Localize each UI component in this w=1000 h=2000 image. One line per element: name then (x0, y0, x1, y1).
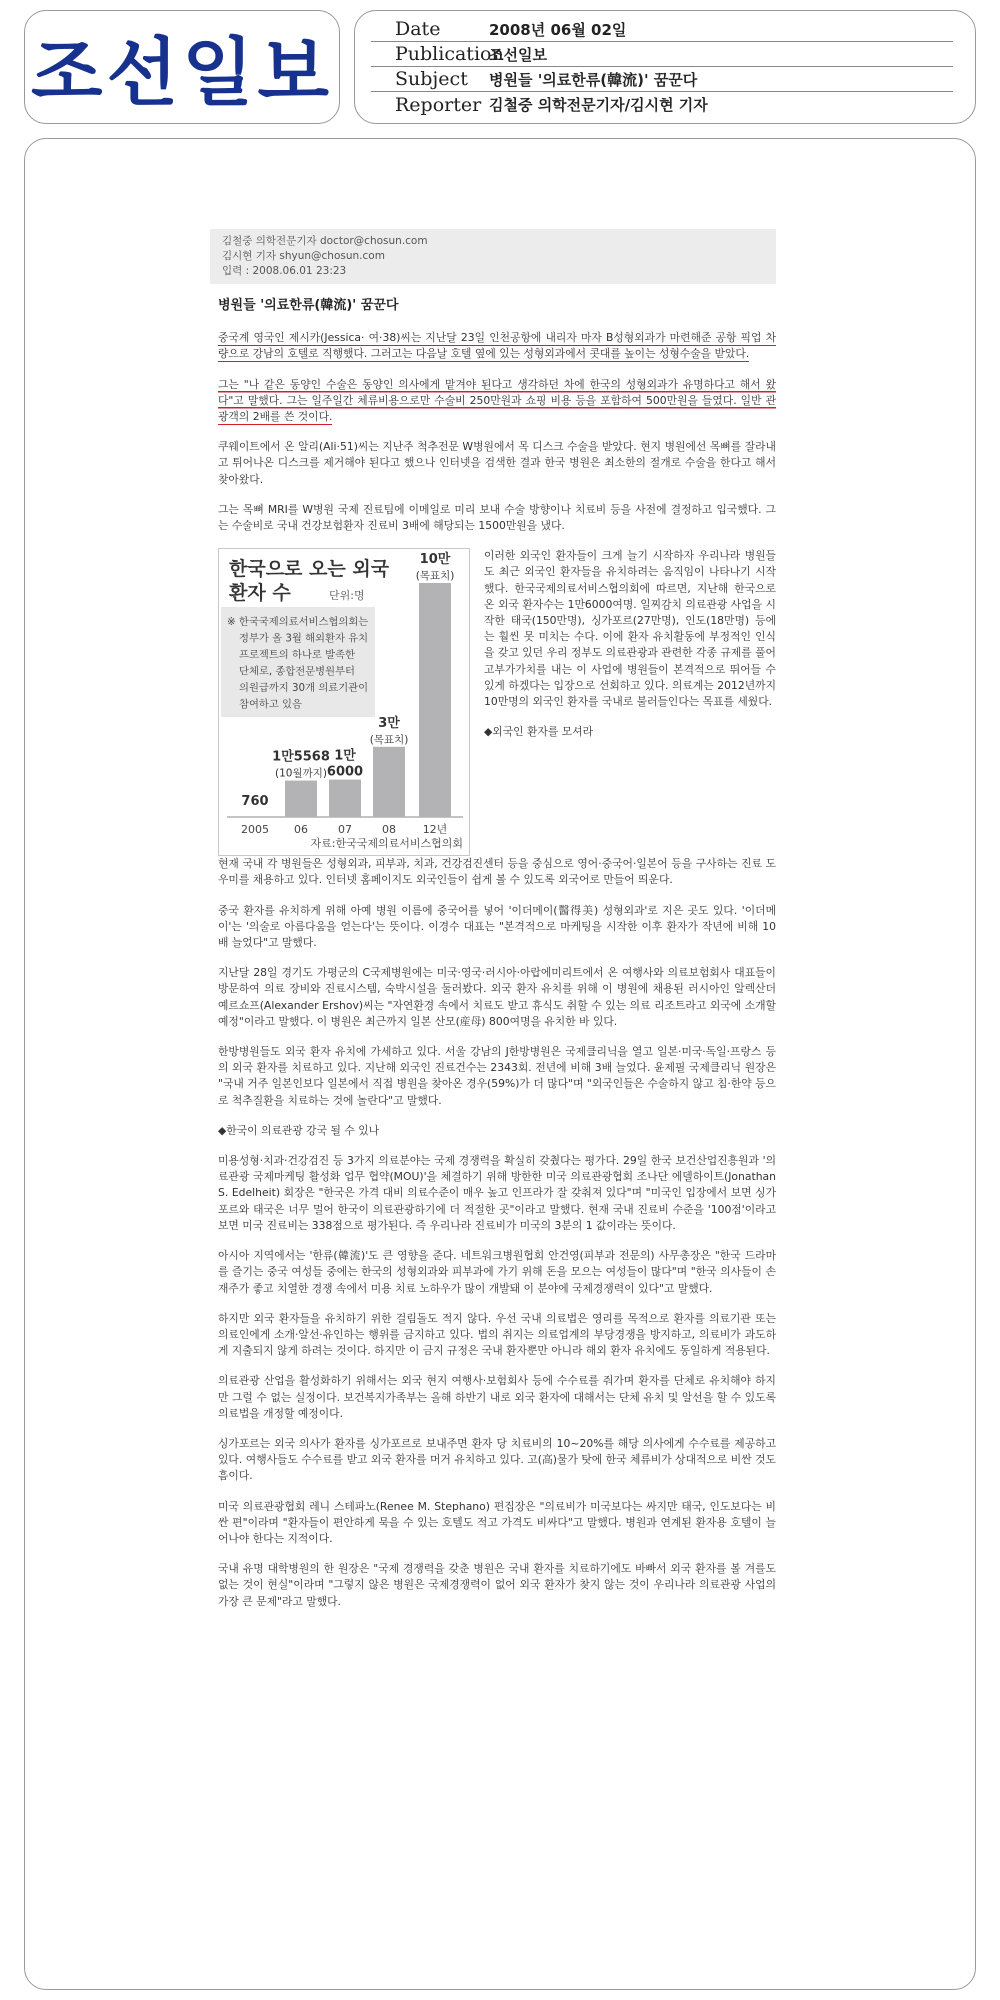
chart-note-line: 단체로, 종합전문병원부터 (239, 665, 355, 678)
chart-data-label: 3만 (378, 716, 400, 732)
chart-bar-08 (373, 747, 405, 817)
chart-note-line: 의원급까지 30개 의료기관이 (239, 682, 369, 695)
paragraph-13: 의료관광 산업을 활성화하기 위해서는 외국 현지 여행사·보험회사 등에 수수료를 줘가며 환자를 단체로 유치해야 하지만 그럴 수 없는 실정이다. 보건복지가족부는 올해 하반기 내로 외국 환자에 대해서는 단체 유치 및 알선을 할 수 있도록 의료법을 개정할 예정이다. (218, 1374, 776, 1420)
meta-value: 김철중 의학전문기자/김시현 기자 (489, 96, 708, 114)
paragraph-3: 쿠웨이트에서 온 알리(Ali·51)씨는 지난주 척추전문 W병원에서 목 디스크 수술을 받았다. 현지 병원에선 목뼈를 잘라내고 튀어나온 디스크를 제거해야 된다고 했으나 인터넷을 검색한 결과 한국 병원은 최소한의 절개로 수술을 한다고 해서 찾아왔다. (218, 440, 776, 486)
paragraph-9: 한방병원들도 외국 환자 유치에 가세하고 있다. 서울 강남의 J한방병원은 국제클리닉을 열고 일본·미국·독일·프랑스 등의 외국 환자를 치료하고 있다. 지난해 외국인 진료건수는 2343회. 전년에 비해 3배 늘었다. 윤제필 국제클리닉 원장은 "국내 거주 일본인보다 일본에서 직접 병원을 찾아온 경우(59%)가 더 많다"며 "외국인들은 수술하지 않고 침·한약 등으로 척추질환을 치료하는 것에 놀란다"고 말했다. (218, 1045, 776, 1107)
paragraph-11: 아시아 지역에서는 '한류(韓流)'도 큰 영향을 준다. 네트워크병원협회 안건영(피부과 전문의) 사무총장은 "한국 드라마를 즐기는 중국 여성들 중에는 한국의 성형외과와 피부과에 가기 위해 돈을 모으는 여성들이 많다"며 "한국 의사들이 손 재주가 좋고 치열한 경쟁 속에서 미용 치료 노하우가 많이 개발돼 이 분야에 국제경쟁력이 있다"고 말했다. (218, 1249, 776, 1295)
meta-label: Subject (395, 68, 468, 90)
chart-source: 자료:한국국제의료서비스협의회 (310, 837, 463, 851)
byline-date: 입력 : 2008.06.01 23:23 (222, 265, 347, 277)
paragraph-6: 현재 국내 각 병원들은 성형외과, 피부과, 치과, 건강검진센터 등을 중심으로 영어·중국어·일본어 등을 구사하는 진료 도우미를 채용하고 있다. 인터넷 홈페이지도 외국인들이 쉽게 볼 수 있도록 외국어로 만들어 띄운다. (218, 857, 776, 887)
meta-value: 조선일보 (489, 45, 547, 64)
chart-bar-07 (329, 780, 361, 817)
paragraph-8: 지난달 28일 경기도 가평군의 C국제병원에는 미국·영국·러시아·아랍에미리트에서 온 여행사와 의료보험회사 대표들이 방문하여 의료 장비와 진료시스템, 숙박시설을 둘러봤다. 외국 환자 유치를 위해 이 병원에 채용된 러시아인 알렉산더 예르쇼프(Alexander Ershov)씨는 "자연환경 속에서 치료도 받고 휴식도 취할 수 있는 의료 리조트라고 외국에 소개할 예정"이라고 말했다. 이 병원은 최근까지 일본 산모(産母) 800여명을 유치한 바 있다. (218, 966, 776, 1028)
patient-count-chart (218, 548, 470, 856)
chart-tick-label: 06 (294, 823, 308, 837)
meta-row-date (371, 17, 953, 42)
chart-tick-label: 2005 (241, 823, 269, 837)
chart-note-line: 정부가 올 3월 해외환자 유치 (239, 632, 369, 645)
paragraph-1 (218, 330, 776, 362)
byline (210, 229, 776, 284)
section-heading-1: ◆외국인 환자를 모셔라 (484, 725, 594, 739)
meta-row-publication (371, 42, 953, 67)
chart-bar-06 (285, 781, 317, 817)
article-headline: 병원들 '의료한류(韓流)' 꿈꾼다 (218, 298, 399, 313)
byline-reporter-1: 김철중 의학전문기자 doctor@chosun.com (222, 235, 428, 247)
chart-data-label: 1만5568 (272, 749, 330, 765)
chart-title-line-1: 한국으로 오는 외국 (229, 558, 390, 581)
chart-data-label: 10만 (419, 552, 451, 568)
chart-note-line: 프로젝트의 하나로 발족한 (239, 649, 355, 662)
meta-row-subject (371, 67, 953, 92)
paragraph-4: 그는 목뼈 MRI를 W병원 국제 진료팀에 이메일로 미리 보내 수술 방향이나 치료비 등을 사전에 결정하고 입국했다. 그는 수술비로 국내 건강보험환자 진료비 3배에 해당되는 1500만원을 냈다. (218, 502, 776, 533)
paragraph-12: 하지만 외국 환자들을 유치하기 위한 걸림돌도 적지 않다. 우선 국내 의료법은 영리를 목적으로 환자를 의료기관 또는 의료인에게 소개·알선·유인하는 행위를 금지하고 있다. 법의 취지는 의료업계의 부당경쟁을 방지하고, 의료비가 과도하게 지출되지 않게 하려는 것이다. 하지만 이 금지 규정은 국내 환자뿐만 아니라 해외 환자 유치에도 동일하게 적용된다. (218, 1311, 776, 1358)
meta-label: Date (395, 18, 441, 40)
chart-svg (219, 549, 469, 855)
chart-unit: 단위:명 (329, 589, 365, 603)
section-heading-2: ◆한국이 의료관광 강국 될 수 있나 (218, 1123, 380, 1137)
meta-value: 병원들 '의료한류(韓流)' 꿈꾼다 (489, 70, 698, 89)
meta-label: Reporter (395, 93, 482, 116)
newspaper-logo: 조선일보 (31, 30, 333, 116)
paragraph-14: 싱가포르는 외국 의사가 환자를 싱가포르로 보내주면 환자 당 치료비의 10~20%를 해당 의사에게 수수료를 제공하고 있다. 여행사들도 수수료를 받고 외국 환자를 머거 유치하고 있다. 고(高)물가 탓에 한국 체류비가 상대적으로 비싼 것도 흠이다. (218, 1436, 776, 1483)
meta-value: 2008년 06월 02일 (489, 20, 627, 39)
chart-tick-label: 12년 (422, 823, 448, 837)
chart-note-line: 참여하고 있음 (239, 698, 302, 711)
article-body (210, 229, 776, 1624)
chart-and-text (218, 548, 776, 856)
paragraph-16: 국내 유명 대학병원의 한 원장은 "국제 경쟁력을 갖춘 병원은 국내 환자를 치료하기에도 바빠서 외국 환자를 볼 겨를도 없는 것이 현실"이라며 "그렇지 않은 병원은 국제경쟁력이 없어 외국 환자가 찾지 않는 것이 우리나라 의료관광 사업의 가장 큰 문제"라고 말했다. (218, 1562, 776, 1608)
chart-tick-label: 08 (382, 823, 396, 837)
chart-bar-12년 (419, 583, 451, 817)
byline-reporter-2: 김시현 기자 shyun@chosun.com (222, 250, 385, 262)
chart-data-label: (목표치) (369, 734, 409, 747)
chart-data-label: 6000 (326, 764, 364, 780)
paragraph-5: 이러한 외국인 환자들이 크게 늘기 시작하자 우리나라 병원들도 최근 외국인 환자들을 유치하려는 움직임이 나타나기 시작했다. 한국국제의료서비스협의회에 따르면, 지난해 한국으로 온 외국 환자수는 1만6000여명. 일찌감치 의료관광 사업을 시작한 태국(150만명), 싱가포르(27만명), 인도(18만명) 등에는 훨씬 못 미치는 수다. 이에 환자 유치활동에 부정적인 인식을 갖고 있던 우리 정부도 의료관광과 관련한 각종 규제를 풀어 고부가가치를 내는 이 사업에 병원들이 본격적으로 뛰어들 수 있게 하겠다는 입장으로 선회하고 있다. 의료계는 2012년까지 10만명의 외국인 환자를 국내로 불러들인다는 목표를 세웠다. (484, 549, 776, 709)
chart-data-label: (10월까지) (275, 767, 327, 780)
highlighted-text: 그는 "나 같은 동양인 수술은 동양인 의사에게 맡겨야 된다고 생각하던 차에 한국의 성형외과가 유명하다고 해서 왔다"고 말했다. 그는 일주일간 체류비용으로만 수술비 250만원과 쇼핑 비용 등을 포함하여 500만원을 들였다. 일반 관광객의 2배를 쓴 것이다. (218, 377, 776, 424)
logo-panel (24, 10, 340, 124)
paragraph-10: 미용성형·치과·건강검진 등 3가지 의료분야는 국제 경쟁력을 확실히 갖췄다는 평가다. 29일 한국 보건산업진흥원과 '의료관광 국제마케팅 활성화 업무 협약(MOU)'을 체결하기 위해 방한한 미국 의료관광협회 조나단 에델하이트(Jonathan S. Edelheit) 회장은 "한국은 가격 대비 의료수준이 매우 높고 인프라가 잘 갖춰져 있다"며 "미국인 입장에서 보면 싱가포르와 태국은 너무 멀어 한국이 의료관광하기에 더 적절한 곳"이라고 말했다. 현재 국내 진료비 수준을 '100점'이라고 보면 미국 진료비는 338점으로 평가된다. 즉 우리나라 진료비가 미국의 3분의 1 값이라는 뜻이다. (218, 1154, 776, 1232)
chart-data-label: 760 (241, 794, 269, 810)
paragraph-15: 미국 의료관광협회 레니 스테파노(Renee M. Stephano) 편집장은 "의료비가 미국보다는 싸지만 태국, 인도보다는 비싼 편"이라며 "환자들이 편안하게 묵을 수 있는 호텔도 적고 가격도 비싸다"고 말했다. 병원과 연계된 환자용 호텔이 늘어나야 한다는 지적이다. (218, 1499, 776, 1545)
chart-data-label: 1만 (334, 748, 356, 764)
paragraph-7: 중국 환자를 유치하게 위해 아예 병원 이름에 중국어를 넣어 '이더메이(醫得美) 성형외과'로 지은 곳도 있다. '이더메이'는 '의술로 아름다움을 얻는다'는 뜻이다. 이경수 대표는 "본격적으로 마케팅을 시작한 이후 환자가 작년에 비해 10배 늘었다"고 말했다. (218, 903, 776, 950)
chart-data-label: (목표치) (415, 570, 455, 583)
metadata-panel (354, 10, 976, 124)
chart-tick-label: 07 (338, 823, 352, 837)
meta-label: Publication (395, 43, 504, 65)
meta-row-reporter (371, 92, 953, 117)
chart-title-line-2: 환자 수 (229, 582, 291, 605)
highlighted-text: 중국계 영국인 제시카(Jessica· 여·38)씨는 지난달 23일 인천공항에 내리자 마자 B성형외과가 마련해준 공항 픽업 차량으로 강남의 호텔로 직행했다. 그러고는 다음날 호텔 옆에 있는 성형외과에서 콧대를 높이는 성형수술을 받았다. (218, 331, 776, 361)
chart-side-text (484, 548, 776, 856)
paragraph-2 (218, 377, 776, 426)
chart-note-line: ※ 한국국제의료서비스협의회는 (227, 616, 369, 629)
